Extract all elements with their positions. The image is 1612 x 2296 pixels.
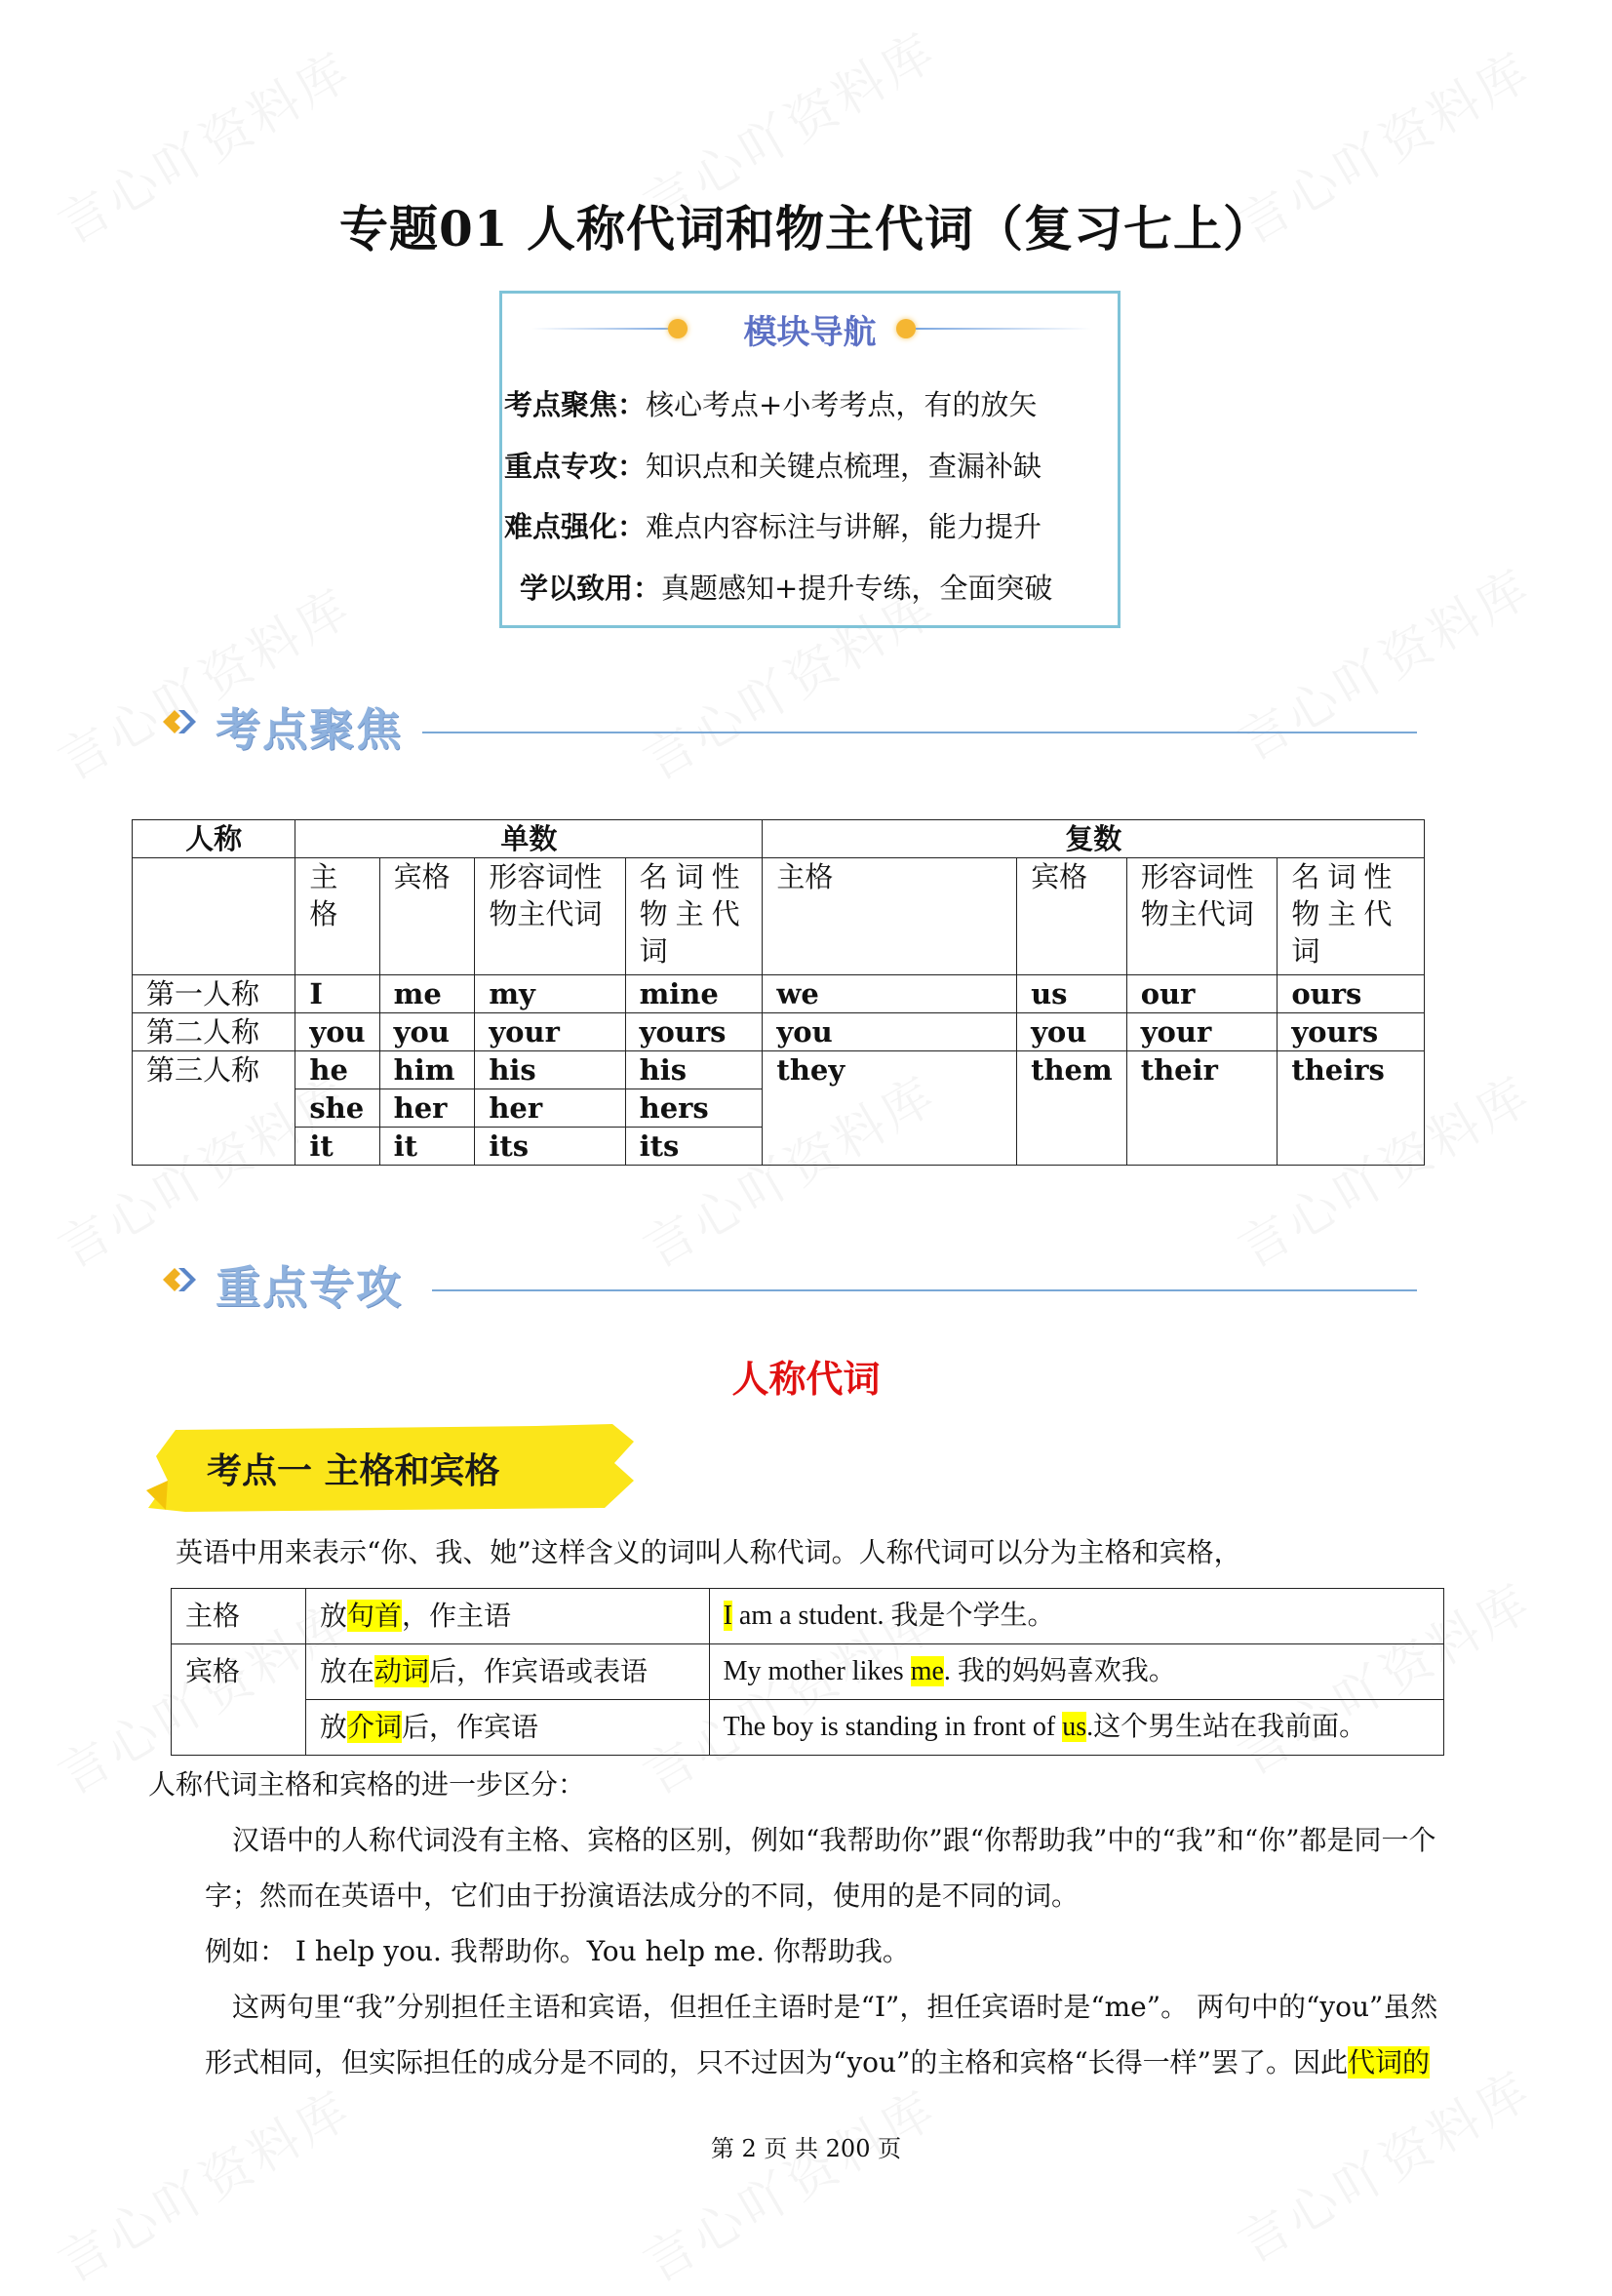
text: . 我的妈妈喜欢我。 <box>943 1656 1176 1686</box>
example-cell <box>709 1644 1443 1700</box>
highlight: 介词 <box>346 1711 402 1743</box>
text: .这个男生站在我前面。 <box>1086 1712 1367 1742</box>
table-row <box>133 975 1425 1013</box>
nav-heading <box>502 303 1118 352</box>
table-cell: my <box>475 975 625 1013</box>
table-cell: its <box>475 1128 625 1166</box>
text: 放 <box>319 1711 347 1743</box>
highlight: 句首 <box>346 1600 402 1632</box>
para-line: 人称代词主格和宾格的进一步区分： <box>148 1768 586 1801</box>
double-chevron-icon <box>159 1260 208 1299</box>
table-cell: her <box>475 1089 625 1128</box>
para-line: 汉语中的人称代词没有主格、宾格的区别，例如“我帮助你”跟“你帮助我”中的“我”和“你”都是同一个 <box>232 1824 1436 1856</box>
nav-item <box>504 505 1042 545</box>
subheader: 名词性物主代词 <box>625 858 763 975</box>
para-line <box>205 2041 1430 2080</box>
text: 放 <box>319 1600 347 1632</box>
table-cell: yours <box>1278 1013 1425 1051</box>
text: 后，作宾语或表语 <box>428 1655 648 1687</box>
case-rule-table <box>171 1588 1444 1756</box>
example-cell <box>709 1700 1443 1756</box>
table-cell <box>133 858 295 975</box>
table-cell: he <box>295 1051 379 1089</box>
highlight: I <box>723 1601 732 1631</box>
person-label: 第一人称 <box>133 975 295 1013</box>
highlight: us <box>1062 1712 1087 1742</box>
nav-item-label: 重点专攻： <box>504 450 647 483</box>
table-row <box>172 1589 1444 1644</box>
para-line: 例如： I help you. 我帮助你。You help me. 你帮助我。 <box>205 1935 910 1967</box>
table-row <box>133 1051 1425 1089</box>
para-line: 这两句里“我”分别担任主语和宾语，但担任主语时是“I”，担任宾语时是“me”。 两句中的“you”虽然 <box>232 1991 1438 2023</box>
point-banner <box>146 1422 634 1515</box>
person-label: 第三人称 <box>133 1051 295 1166</box>
decor-line <box>916 328 1091 330</box>
subheader: 主格 <box>295 858 379 975</box>
table-cell: yours <box>625 1013 763 1051</box>
rule-cell <box>305 1589 709 1644</box>
highlight: me <box>910 1656 944 1686</box>
section-header-focus <box>159 693 1417 761</box>
table-cell: your <box>1126 1013 1278 1051</box>
table-cell: his <box>475 1051 625 1089</box>
nav-item <box>520 567 1052 607</box>
table-cell: she <box>295 1089 379 1128</box>
nav-item-label: 难点强化： <box>504 510 647 543</box>
table-cell: you <box>1017 1013 1127 1051</box>
table-cell: hers <box>625 1089 763 1128</box>
table-cell: ours <box>1278 975 1425 1013</box>
table-cell: I <box>295 975 379 1013</box>
table-cell: it <box>295 1128 379 1166</box>
text: 放在 <box>319 1655 374 1687</box>
case-label: 宾格 <box>172 1644 306 1756</box>
text: The boy is standing in front of <box>723 1712 1063 1742</box>
nav-item-label: 学以致用： <box>520 572 662 605</box>
nav-item <box>504 383 1037 423</box>
table-cell: its <box>625 1128 763 1166</box>
page-footer: 第 2 页 共 200 页 <box>710 2135 902 2162</box>
nav-item-text: 难点内容标注与讲解，能力提升 <box>646 510 1042 543</box>
table-cell: mine <box>625 975 763 1013</box>
header-plural: 复数 <box>763 820 1425 858</box>
table-cell: it <box>379 1128 475 1166</box>
watermark <box>43 2069 363 2296</box>
section-line <box>432 1289 1417 1291</box>
table-row <box>133 1013 1425 1051</box>
section-header-key <box>159 1250 1417 1319</box>
text: ，作主语 <box>401 1600 511 1632</box>
table-cell: his <box>625 1051 763 1089</box>
intro-text: 英语中用来表示“你、我、她”这样含义的词叫人称代词。人称代词可以分为主格和宾格， <box>176 1536 1241 1568</box>
highlight: 代词的 <box>1347 2046 1430 2078</box>
subheader: 主格 <box>763 858 1017 975</box>
rule-cell <box>305 1700 709 1756</box>
rule-cell <box>305 1644 709 1700</box>
table-row <box>172 1700 1444 1756</box>
table-cell: their <box>1126 1051 1278 1166</box>
table-cell: me <box>379 975 475 1013</box>
table-cell: him <box>379 1051 475 1089</box>
table-cell: you <box>379 1013 475 1051</box>
table-cell: them <box>1017 1051 1127 1166</box>
case-label: 主格 <box>172 1589 306 1644</box>
table-cell: you <box>295 1013 379 1051</box>
topic-heading: 人称代词 <box>731 1357 881 1401</box>
pronoun-table <box>132 819 1425 1166</box>
watermark <box>628 2069 948 2296</box>
section-title: 考点聚焦 <box>216 703 403 756</box>
table-row <box>172 1644 1444 1700</box>
nav-item <box>504 445 1042 485</box>
table-cell: us <box>1017 975 1127 1013</box>
section-title: 重点专攻 <box>216 1261 403 1314</box>
module-nav-box <box>499 291 1121 628</box>
nav-heading-text: 模块导航 <box>743 313 877 352</box>
table-cell: theirs <box>1278 1051 1425 1166</box>
header-person: 人称 <box>133 820 295 858</box>
banner-text: 考点一 主格和宾格 <box>207 1451 500 1491</box>
dot-icon <box>896 319 916 338</box>
nav-item-text: 真题感知+提升专练，全面突破 <box>661 572 1053 605</box>
table-cell: her <box>379 1089 475 1128</box>
subheader: 宾格 <box>1017 858 1127 975</box>
subheader: 宾格 <box>379 858 475 975</box>
highlight: 动词 <box>374 1655 429 1687</box>
section-line <box>422 732 1417 733</box>
table-cell: our <box>1126 975 1278 1013</box>
text: 形式相同，但实际担任的成分是不同的，只不过因为“you”的主格和宾格“长得一样”罢了。因此 <box>205 2046 1348 2078</box>
text: My mother likes <box>723 1656 911 1686</box>
double-chevron-icon <box>159 702 208 741</box>
subheader: 形容词性物主代词 <box>475 858 625 975</box>
page-title: 专题01 人称代词和物主代词（复习七上） <box>339 200 1273 257</box>
subheader: 形容词性物主代词 <box>1126 858 1278 975</box>
text: am a student. 我是个学生。 <box>731 1601 1055 1631</box>
table-cell: they <box>763 1051 1017 1166</box>
table-cell: we <box>763 975 1017 1013</box>
table-cell: you <box>763 1013 1017 1051</box>
nav-item-label: 考点聚焦： <box>504 388 647 421</box>
subheader: 名词性物主代词 <box>1278 858 1425 975</box>
para-line: 字；然而在英语中，它们由于扮演语法成分的不同，使用的是不同的词。 <box>205 1880 1080 1912</box>
table-cell: your <box>475 1013 625 1051</box>
example-cell <box>709 1589 1443 1644</box>
nav-item-text: 核心考点+小考考点，有的放矢 <box>646 388 1038 421</box>
header-singular: 单数 <box>295 820 763 858</box>
text: 后，作宾语 <box>401 1711 538 1743</box>
nav-item-text: 知识点和关键点梳理，查漏补缺 <box>646 450 1042 483</box>
person-label: 第二人称 <box>133 1013 295 1051</box>
